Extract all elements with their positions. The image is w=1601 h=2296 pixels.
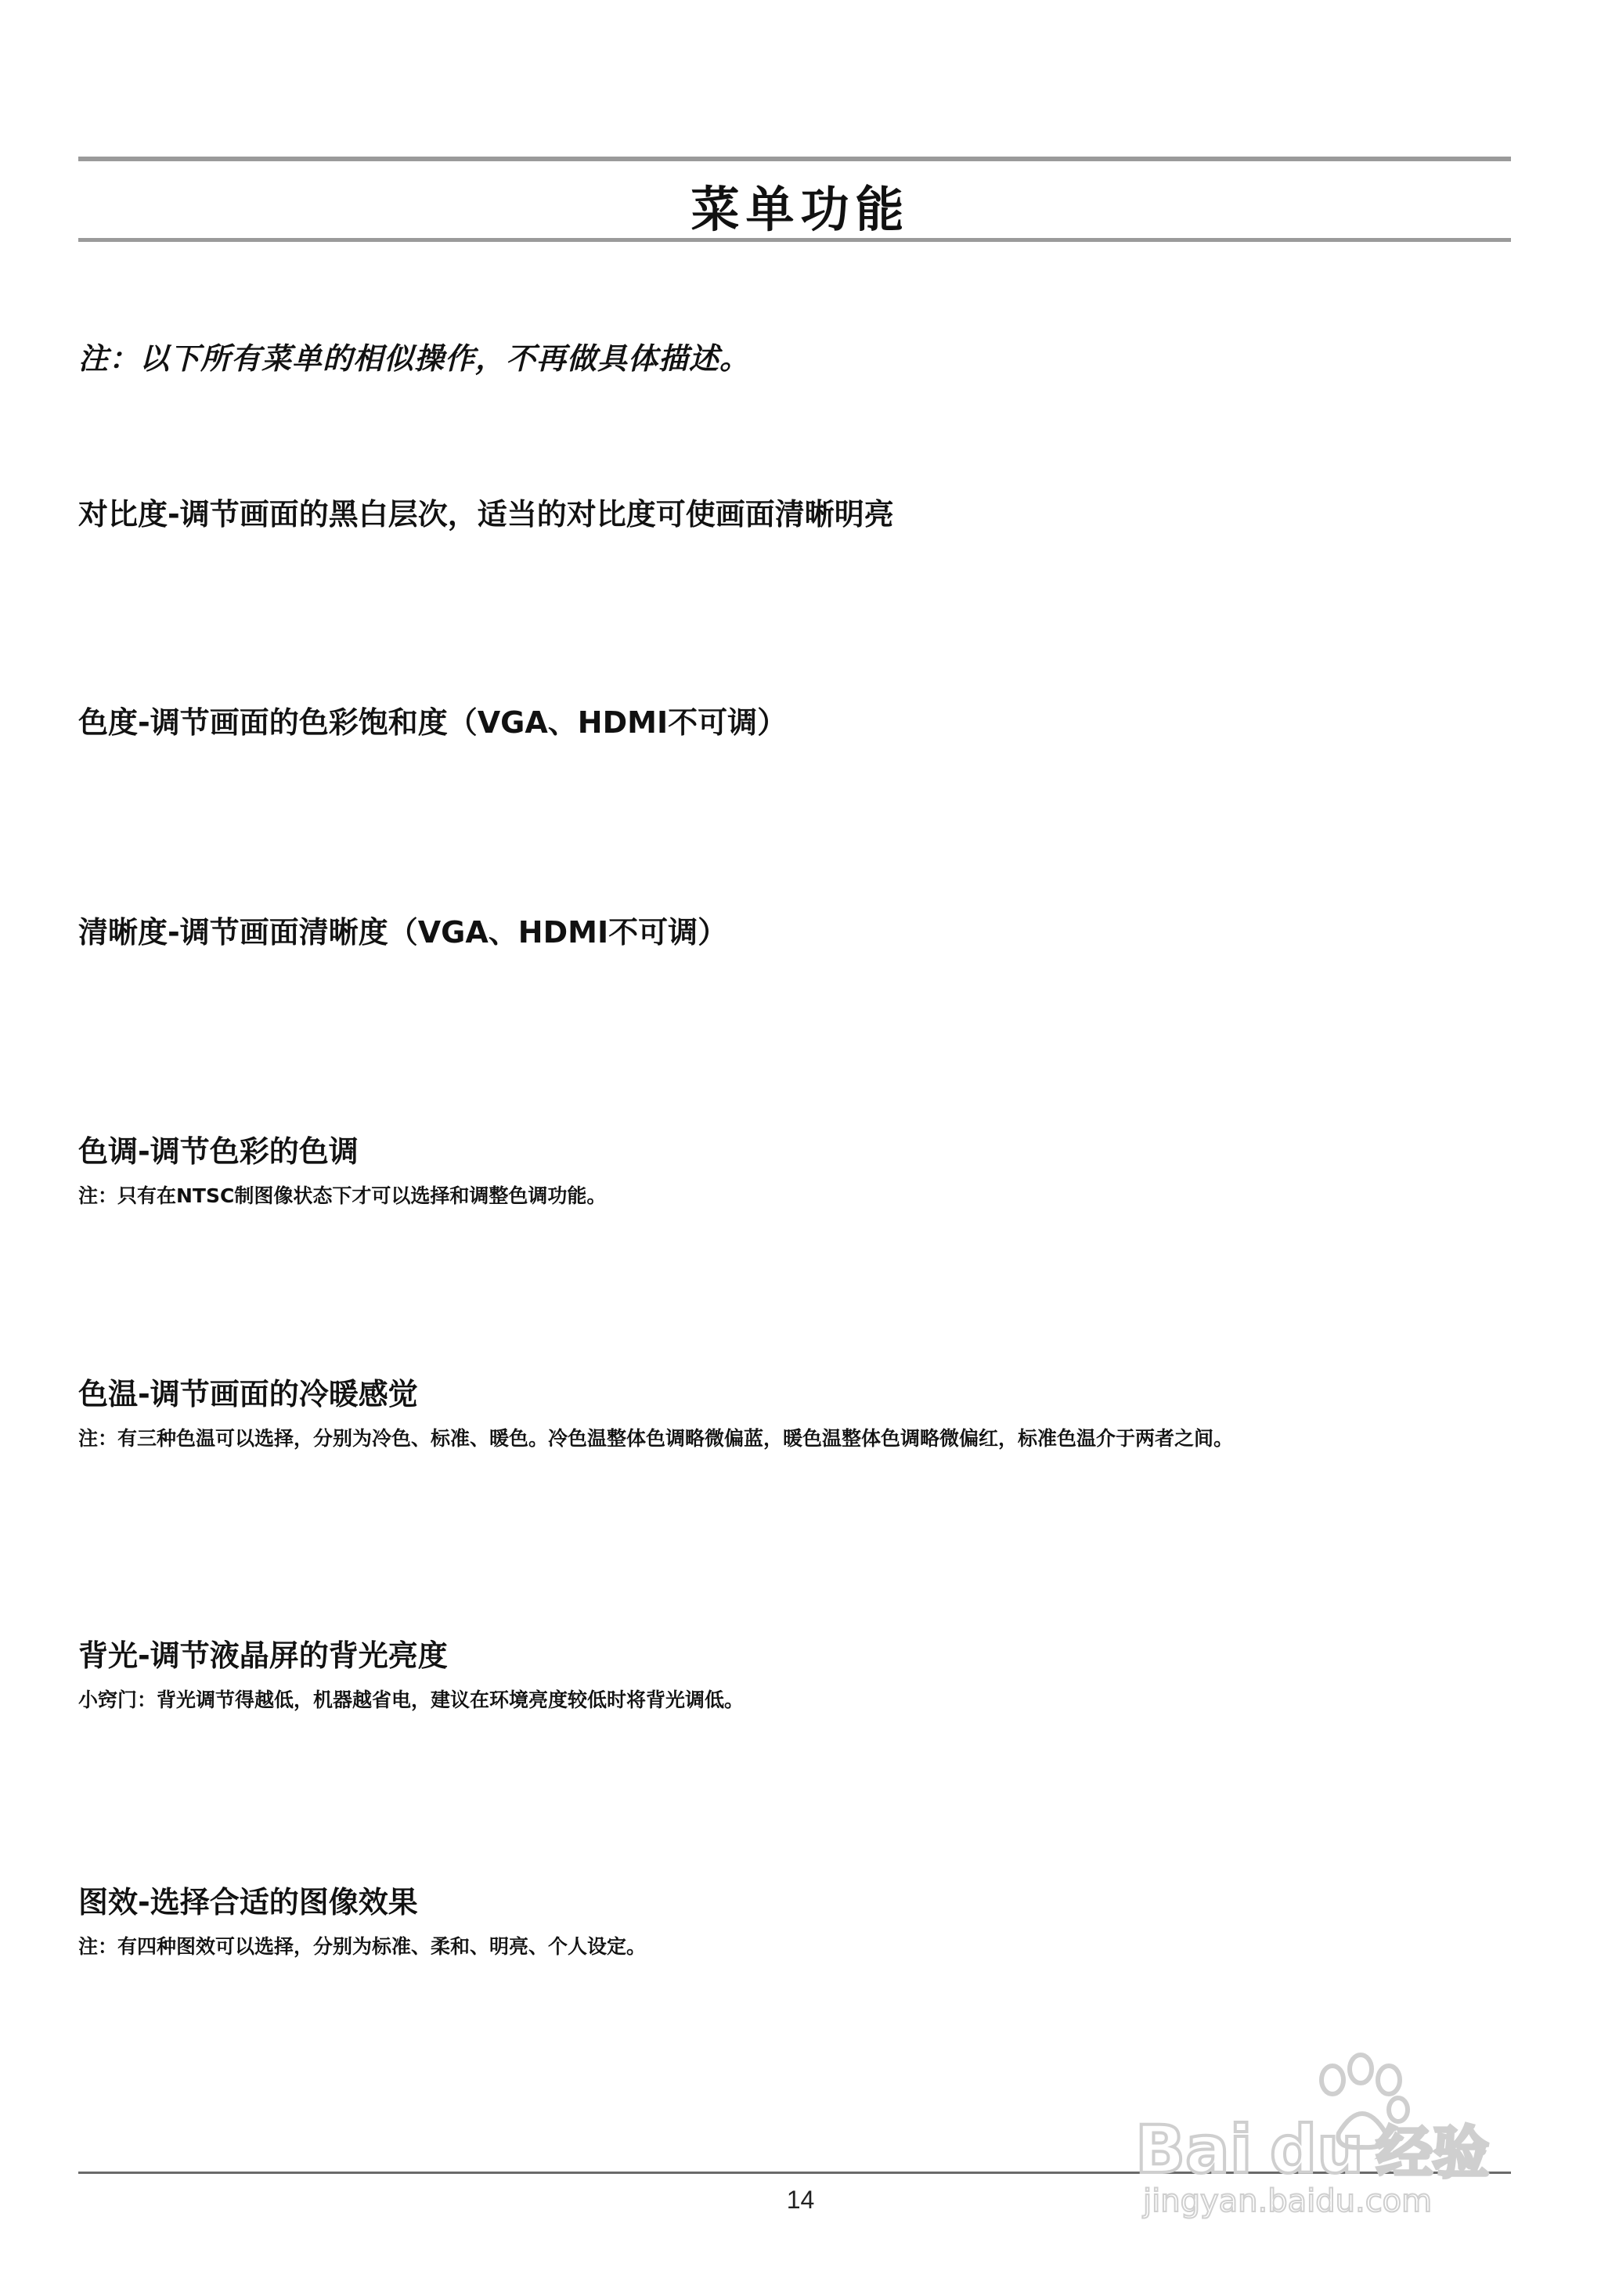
section-heading: 图效-选择合适的图像效果: [78, 1885, 418, 1919]
section-note: 注：有三种色温可以选择，分别为冷色、标准、暖色。冷色温整体色调略微偏蓝，暖色温整体色调略微偏红，标准色温介于两者之间。: [78, 1427, 1234, 1450]
section-heading: 对比度-调节画面的黑白层次，适当的对比度可使画面清晰明亮: [78, 497, 894, 532]
section-heading: 色温-调节画面的冷暖感觉: [78, 1377, 418, 1411]
section-heading: 色度-调节画面的色彩饱和度（VGA、HDMI不可调）: [78, 705, 788, 740]
page-title: 菜单功能: [691, 181, 910, 238]
svg-text:jingyan.baidu.com: jingyan.baidu.com: [1143, 2183, 1433, 2219]
section-backlight: [78, 1636, 1511, 1713]
section-hue: [78, 1132, 1511, 1209]
section-saturation: [78, 703, 1511, 742]
page-number: 14: [786, 2186, 815, 2214]
section-note: 小窍门：背光调节得越低，机器越省电，建议在环境亮度较低时将背光调低。: [78, 1689, 745, 1711]
section-heading: 色调-调节色彩的色调: [78, 1134, 359, 1169]
section-picture-effect: [78, 1883, 1511, 1959]
svg-text:经验: 经验: [1376, 2120, 1490, 2186]
svg-text:Bai: Bai: [1135, 2111, 1253, 2188]
header-top-rule: [78, 157, 1511, 161]
general-note: 注：以下所有菜单的相似操作，不再做具体描述。: [78, 341, 751, 376]
section-note: 注：只有在NTSC制图像状态下才可以选择和调整色调功能。: [78, 1184, 607, 1207]
section-heading: 背光-调节液晶屏的背光亮度: [78, 1638, 448, 1673]
section-note: 注：有四种图效可以选择，分别为标准、柔和、明亮、个人设定。: [78, 1935, 647, 1958]
baidu-watermark-logo: [1127, 2047, 1503, 2219]
section-color-temperature: [78, 1375, 1511, 1451]
section-contrast: [78, 495, 1511, 534]
section-sharpness: [78, 913, 1511, 952]
svg-text:du: du: [1270, 2111, 1364, 2188]
section-heading: 清晰度-调节画面清晰度（VGA、HDMI不可调）: [78, 915, 728, 950]
header-bottom-rule: [78, 238, 1511, 242]
